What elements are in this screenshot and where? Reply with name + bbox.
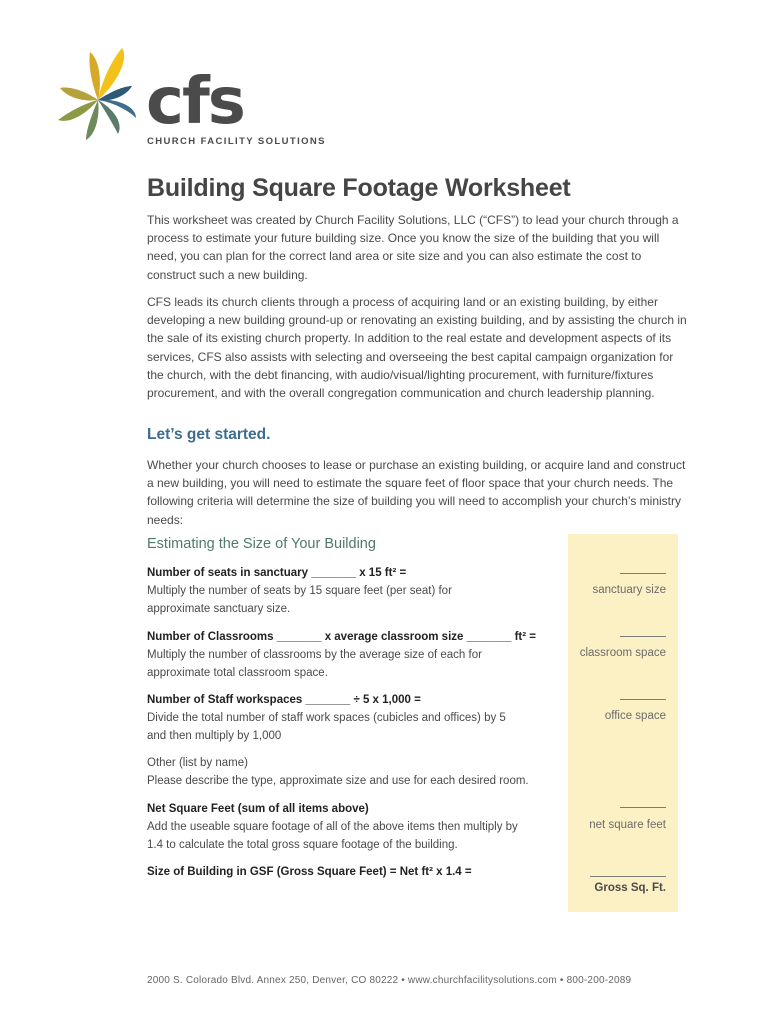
item-heading: Number of Staff workspaces _______ ÷ 5 x 1,000 = bbox=[147, 694, 421, 706]
result-label-net: net square feet bbox=[589, 819, 666, 831]
intro-paragraph-2: CFS leads its church clients through a process of acquiring land or an existing building, by either developing a new building ground-up or renovating an existing building, and by assisting the church in the sale of its existing church property. In addition to the real estate and development aspects of its services, CFS also assists with selecting and overseeing the best capital campaign organization for the church, with the debt financing, with audio/visual/lighting procurement, with furniture/fixtures procurement, and with the overall congregation communication and church leadership planning. bbox=[147, 295, 687, 401]
item-heading: Number of seats in sanctuary _______ x 15 ft² = bbox=[147, 567, 407, 579]
result-blank-classroom[interactable] bbox=[620, 636, 666, 637]
item-heading: Other (list by name) bbox=[147, 757, 248, 769]
worksheet-item-net bbox=[147, 800, 557, 855]
logo-petal bbox=[89, 52, 99, 100]
footer-contact: 2000 S. Colorado Blvd. Annex 250, Denver, CO 80222 • www.churchfacilitysolutions.com • 800-200-2089 bbox=[147, 975, 632, 986]
result-label-classroom: classroom space bbox=[579, 647, 666, 659]
worksheet-item-staff bbox=[147, 691, 557, 746]
estimate-heading: Estimating the Size of Your Building bbox=[147, 536, 376, 552]
page-title: Building Square Footage Worksheet bbox=[147, 174, 571, 202]
item-description: Multiply the number of seats by 15 square feet (per seat) for approximate sanctuary size. bbox=[147, 585, 452, 616]
intro-paragraph-1: This worksheet was created by Church Facility Solutions, LLC (“CFS”) to lead your church through a process to estimate your future building size. Once you know the size of the building that you will need, you can plan for the correct land area or site size and you can also estimate the cost to construct such a new building. bbox=[147, 213, 679, 282]
item-heading: Net Square Feet (sum of all items above) bbox=[147, 803, 369, 815]
item-description: Add the useable square footage of all of the above items then multiply by 1.4 to calculate the total gross square footage of the building. bbox=[147, 821, 518, 852]
item-heading: Size of Building in GSF (Gross Square Feet) = Net ft² x 1.4 = bbox=[147, 866, 472, 878]
worksheet-item-classrooms bbox=[147, 628, 557, 683]
item-heading: Number of Classrooms _______ x average classroom size _______ ft² = bbox=[147, 631, 536, 643]
result-blank-net[interactable] bbox=[620, 807, 666, 808]
result-label-sanctuary: sanctuary size bbox=[592, 584, 666, 596]
worksheet-item-other bbox=[147, 754, 557, 790]
worksheet-item-gsf bbox=[147, 863, 557, 881]
pinwheel-logo-icon bbox=[58, 44, 142, 148]
cfs-logo bbox=[58, 44, 348, 154]
result-blank-office[interactable] bbox=[620, 699, 666, 700]
logo-subtitle: CHURCH FACILITY SOLUTIONS bbox=[147, 136, 326, 147]
section-heading: Let’s get started. bbox=[147, 426, 271, 443]
result-label-office: office space bbox=[604, 710, 666, 722]
result-blank-sanctuary[interactable] bbox=[620, 573, 666, 574]
result-blank-gsf[interactable] bbox=[590, 876, 666, 877]
result-label-gsf: Gross Sq. Ft. bbox=[594, 882, 666, 894]
item-description: Divide the total number of staff work spaces (cubicles and offices) by 5 and then multiply by 1,000 bbox=[147, 712, 506, 743]
logo-petal bbox=[60, 88, 98, 101]
section-paragraph: Whether your church chooses to lease or purchase an existing building, or acquire land and construct a new building, you will need to estimate the square feet of floor space that your church needs. The following criteria will determine the size of building you will need to accomplish your church’s ministry needs: bbox=[147, 458, 686, 527]
logo-wordmark: cfs bbox=[146, 65, 244, 139]
worksheet-item-sanctuary bbox=[147, 564, 557, 619]
item-description: Please describe the type, approximate size and use for each desired room. bbox=[147, 775, 529, 788]
item-description: Multiply the number of classrooms by the average size of each for approximate total classroom space. bbox=[147, 649, 482, 680]
